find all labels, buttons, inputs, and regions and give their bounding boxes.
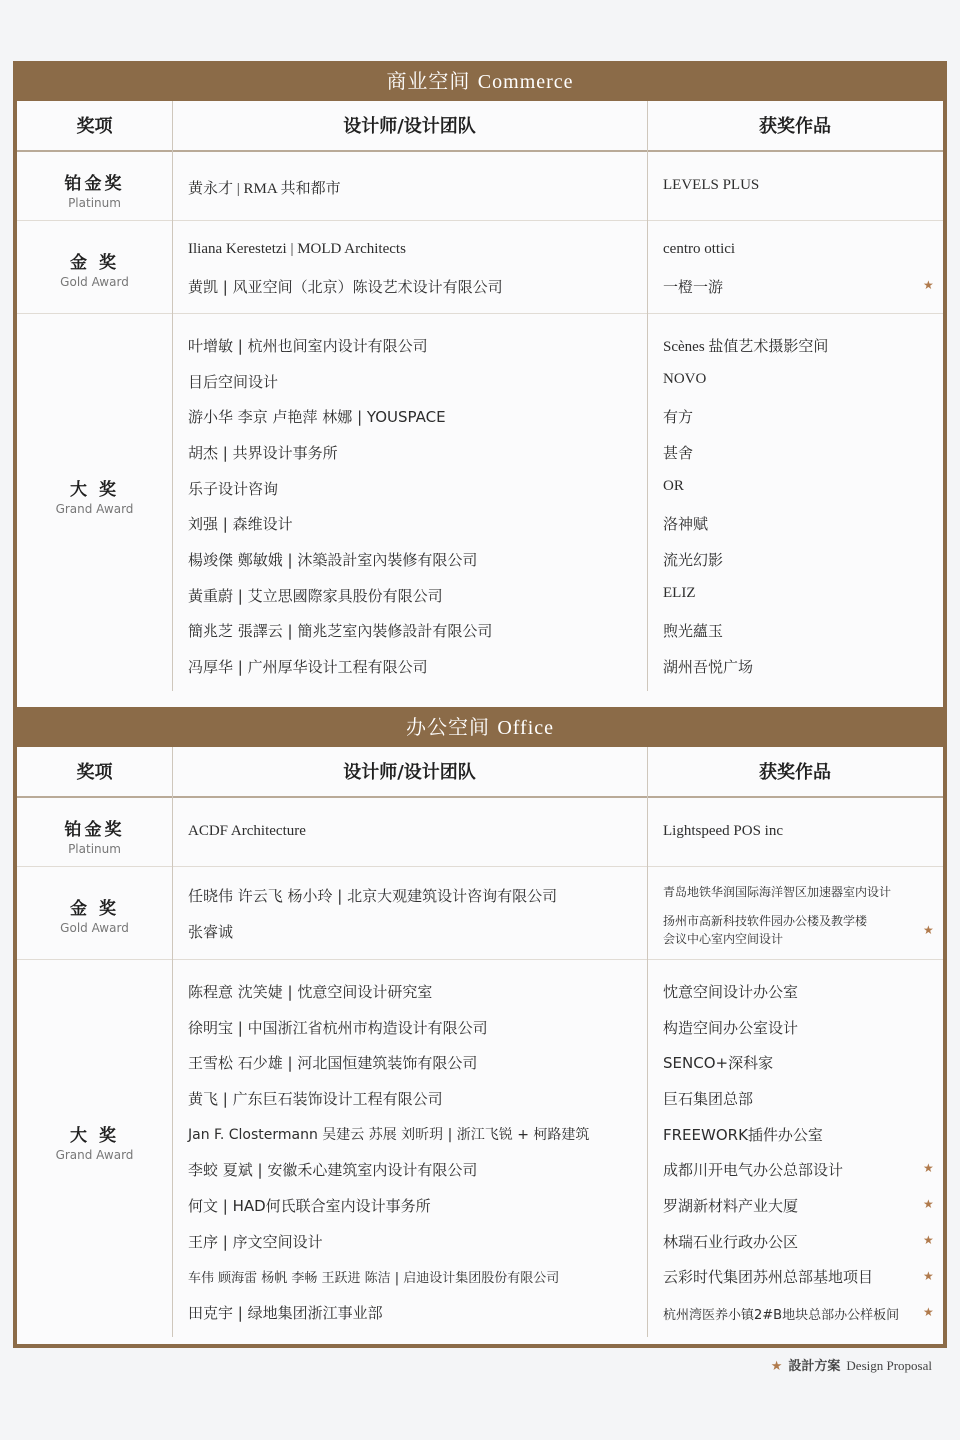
column-divider: [647, 747, 648, 1337]
award-name-en: Grand Award: [55, 1148, 134, 1162]
section-title-en: Office: [497, 717, 555, 739]
work: Scènes 盐值艺术摄影空间: [663, 339, 829, 355]
designer: 王序 | 序文空间设计: [188, 1233, 323, 1251]
star-icon: ★: [923, 923, 934, 937]
designer: Iliana Kerestetzi | MOLD Architects: [188, 241, 406, 257]
award-name-en: Gold Award: [60, 275, 129, 289]
footer-label-zh: 設計方案: [788, 1359, 841, 1374]
section-title-zh: 商业空间: [386, 69, 471, 93]
award-grand: [17, 475, 172, 516]
col-award: 奖项: [76, 762, 113, 783]
work: OR: [663, 478, 684, 494]
designer: 田克宇 | 绿地集团浙江事业部: [188, 1304, 383, 1322]
award-name: 铂金奖: [64, 820, 125, 840]
designer: 胡杰 | 共界设计事务所: [188, 444, 338, 462]
star-icon: ★: [923, 1161, 934, 1175]
award-name: 金 奖: [70, 899, 119, 919]
designer: 刘强 | 森维设计: [188, 515, 293, 533]
column-divider: [172, 747, 173, 1337]
column-divider: [647, 101, 648, 691]
designer: 楊竣傑 鄭敏娥 | 沐築設計室內裝修有限公司: [188, 551, 478, 569]
award-name-en: Platinum: [68, 842, 121, 856]
designer: 黃重蔚 | 艾立思國際家具股份有限公司: [188, 587, 443, 605]
award-gold: [17, 894, 172, 935]
work: 流光幻影: [663, 551, 724, 569]
work: 洛神赋: [663, 515, 709, 533]
work: centro ottici: [663, 241, 736, 257]
footer-label-en: Design Proposal: [846, 1358, 932, 1373]
work: 林瑞石业行政办公区: [663, 1233, 799, 1251]
star-icon: ★: [923, 1305, 934, 1319]
designer: 冯厚华 | 广州厚华设计工程有限公司: [188, 658, 428, 676]
work: 巨石集团总部: [663, 1090, 754, 1108]
work: 煦光蘊玉: [663, 622, 724, 640]
designer: 王雪松 石少雄 | 河北国恒建筑装饰有限公司: [188, 1054, 478, 1072]
work: 成都川开电气办公总部设计: [663, 1161, 844, 1179]
work: 罗湖新材料产业大厦: [663, 1197, 799, 1215]
col-designer: 设计师/设计团队: [343, 116, 476, 137]
designer: Jan F. Clostermann 吴建云 苏展 刘昕玥 | 浙江飞锐 + 柯路建筑: [188, 1127, 590, 1143]
section-header-commerce: [13, 61, 947, 101]
designer: 何文 | HAD何氏联合室内设计事务所: [188, 1197, 431, 1215]
designer: 簡兆芝 張譯云 | 簡兆芝室內裝修設計有限公司: [188, 622, 493, 640]
designer: 张睿诚: [188, 923, 234, 941]
work: LEVELS PLUS: [663, 177, 760, 193]
award-platinum: [17, 169, 172, 210]
designer: 车伟 顾海雷 杨帆 李畅 王跃进 陈洁 | 启迪设计集团股份有限公司: [188, 1271, 560, 1286]
section-header-office: [13, 707, 947, 747]
work: SENCO+深科家: [663, 1054, 774, 1072]
row-divider: [17, 866, 943, 867]
work: NOVO: [663, 371, 707, 387]
section-title-en: Commerce: [477, 71, 574, 93]
designer: 目后空间设计: [188, 373, 279, 391]
designer: 叶增敏 | 杭州也间室内设计有限公司: [188, 337, 428, 355]
award-name: 铂金奖: [64, 174, 125, 194]
designer: 游小华 李京 卢艳萍 林娜 | YOUSPACE: [188, 408, 446, 426]
column-divider: [172, 101, 173, 691]
designer: 任晓伟 许云飞 杨小玲 | 北京大观建筑设计咨询有限公司: [188, 887, 558, 905]
award-name-en: Grand Award: [55, 502, 134, 516]
row-divider: [17, 220, 943, 221]
award-gold: [17, 248, 172, 289]
footer-legend: [0, 1355, 932, 1374]
star-icon: ★: [923, 278, 934, 292]
designer: 乐子设计咨询: [188, 480, 279, 498]
designer: 徐明宝 | 中国浙江省杭州市构造设计有限公司: [188, 1019, 488, 1037]
section-title-zh: 办公空间: [405, 715, 490, 739]
designer: 黄飞 | 广东巨石装饰设计工程有限公司: [188, 1090, 443, 1108]
work: 构造空间办公室设计: [663, 1019, 799, 1037]
work: 云彩时代集团苏州总部基地项目: [663, 1268, 874, 1286]
star-icon: ★: [923, 1233, 934, 1247]
header-divider: [17, 796, 943, 798]
work: 有方: [663, 408, 694, 426]
work: 一橙一游: [663, 278, 724, 296]
star-icon: ★: [770, 1359, 783, 1374]
work: 忱意空间设计办公室: [663, 983, 799, 1001]
star-icon: ★: [923, 1269, 934, 1283]
work: 湖州吾悦广场: [663, 658, 754, 676]
col-award: 奖项: [76, 116, 113, 137]
designer: 黄凯 | 风亚空间（北京）陈设艺术设计有限公司: [188, 278, 503, 296]
work: 杭州湾医养小镇2#B地块总部办公样板间: [663, 1308, 900, 1323]
star-icon: ★: [923, 1197, 934, 1211]
award-grand: [17, 1121, 172, 1162]
awards-table: [17, 61, 943, 1344]
awards-table-frame: [13, 61, 947, 1348]
column-header-row: [17, 747, 943, 795]
work: ELIZ: [663, 585, 696, 601]
row-divider: [17, 313, 943, 314]
col-work: 获奖作品: [759, 762, 831, 783]
work: 青岛地铁华润国际海洋智区加速器室内设计: [663, 885, 892, 899]
award-name: 大 奖: [70, 1126, 119, 1146]
col-work: 获奖作品: [759, 116, 831, 137]
work: 甚舍: [663, 444, 694, 462]
award-name-en: Gold Award: [60, 921, 129, 935]
column-header-row: [17, 101, 943, 149]
work-line-2: 会议中心室内空间设计: [663, 932, 784, 946]
award-platinum: [17, 815, 172, 856]
designer: ACDF Architecture: [188, 823, 306, 839]
award-name: 大 奖: [70, 480, 119, 500]
work: Lightspeed POS inc: [663, 823, 783, 839]
header-divider: [17, 150, 943, 152]
row-divider: [17, 959, 943, 960]
designer: 李蛟 夏斌 | 安徽禾心建筑室内设计有限公司: [188, 1161, 478, 1179]
work: FREEWORK插件办公室: [663, 1126, 823, 1144]
designer: 陈程意 沈笑婕 | 忱意空间设计研究室: [188, 983, 433, 1001]
award-name: 金 奖: [70, 253, 119, 273]
col-designer: 设计师/设计团队: [343, 762, 476, 783]
award-name-en: Platinum: [68, 196, 121, 210]
work: 扬州市高新科技软件园办公楼及教学楼: [663, 914, 868, 928]
designer: 黄永才 | RMA 共和都市: [188, 181, 341, 197]
